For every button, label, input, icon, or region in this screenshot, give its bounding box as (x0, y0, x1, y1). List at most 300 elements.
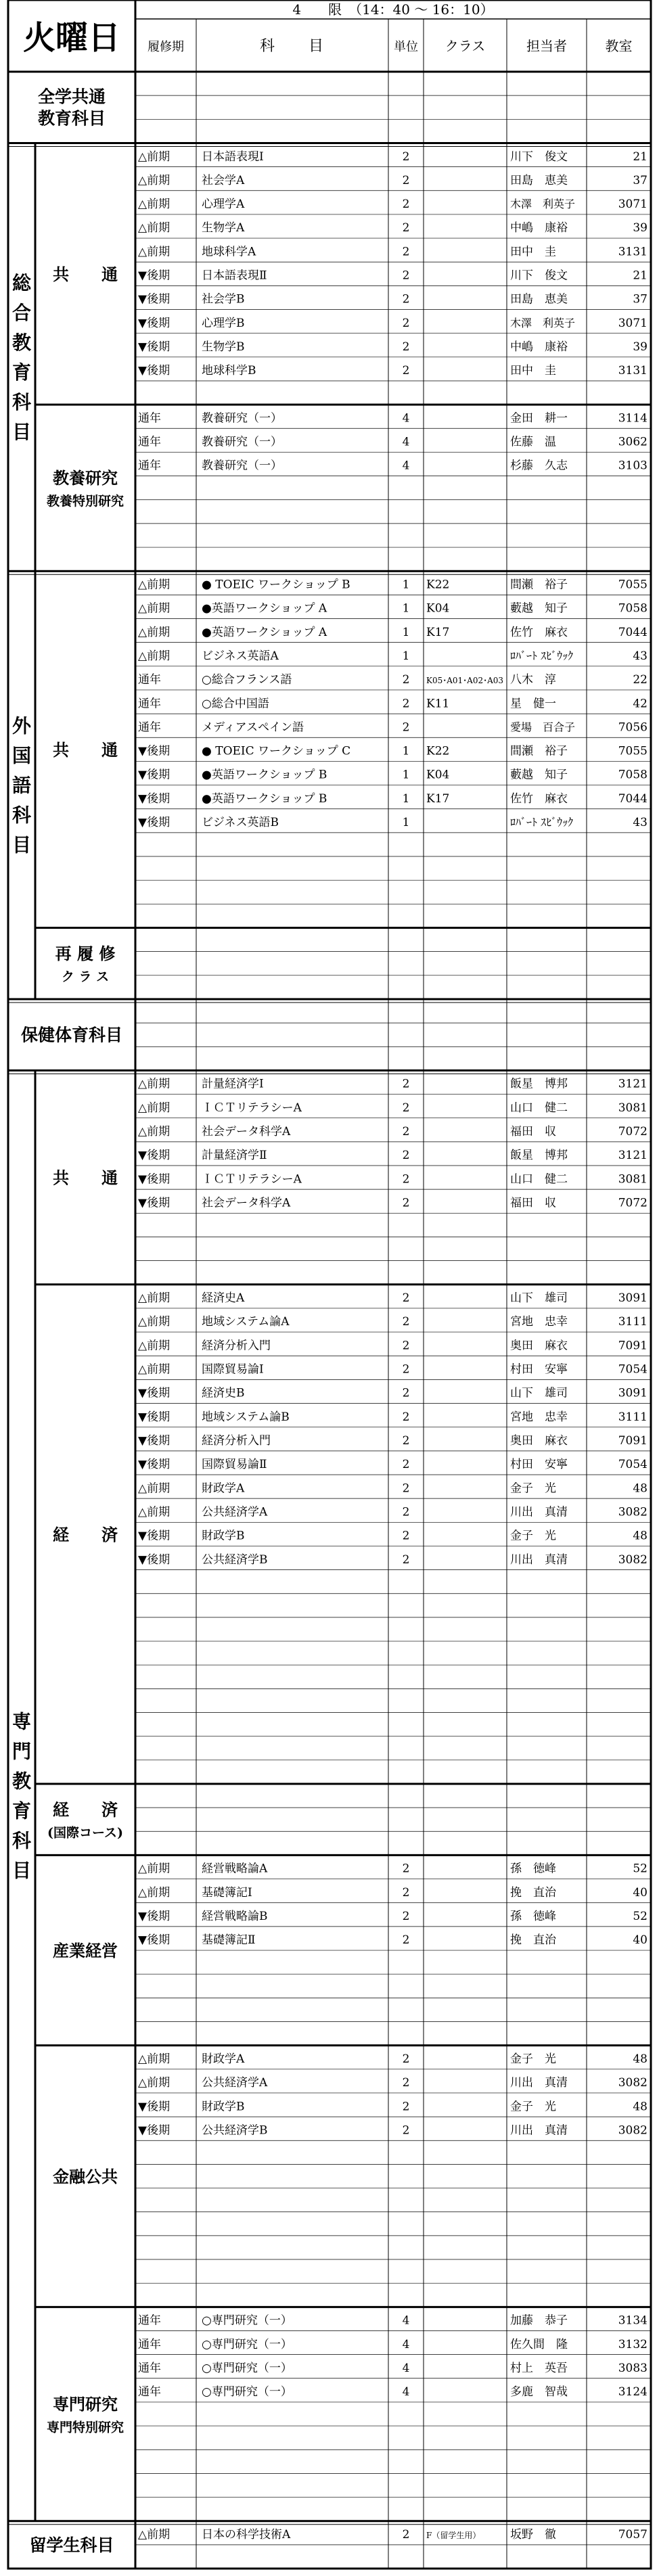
credit-cell: 2 (402, 1458, 410, 1472)
term-cell: ▼後期 (138, 1386, 171, 1400)
room-cell: 7058 (618, 601, 647, 616)
term-cell: △前期 (138, 1505, 171, 1519)
teacher-cell: 木澤 利英子 (510, 316, 576, 329)
section-label: 保健体育科目 (20, 1025, 123, 1045)
group-label: 専門特別研究 (46, 2420, 124, 2435)
column-header: 科 目 (259, 38, 325, 55)
course-name: 経済分析入門 (202, 1433, 271, 1448)
course-name: ●英語ワークショップ B (202, 791, 327, 806)
teacher-cell: 木澤 利英子 (510, 198, 576, 211)
term-cell: ▼後期 (138, 1149, 171, 1163)
term-cell: ▼後期 (138, 340, 171, 354)
section-label: 教 (12, 1770, 32, 1793)
teacher-cell: 金子 光 (510, 1529, 556, 1543)
course-name: 心理学A (202, 198, 245, 212)
teacher-cell: 福田 収 (510, 1196, 556, 1210)
term-cell: △前期 (138, 1125, 171, 1139)
term-cell: △前期 (138, 1291, 171, 1306)
term-cell: △前期 (138, 221, 171, 235)
section-label: 語 (12, 774, 32, 797)
credit-cell: 2 (402, 1125, 410, 1139)
credit-cell: 1 (402, 816, 410, 830)
room-cell: 3062 (618, 435, 647, 449)
class-cell: K11 (426, 697, 450, 711)
course-name: 社会データ科学A (202, 1196, 291, 1210)
credit-cell: 2 (402, 1885, 410, 1900)
teacher-cell: 杉藤 久志 (510, 459, 568, 473)
section-label: 合 (12, 301, 32, 324)
room-cell: 21 (633, 269, 647, 283)
term-cell: ▼後期 (138, 1172, 171, 1187)
teacher-cell: 田島 恵美 (510, 292, 568, 306)
credit-cell: 2 (402, 269, 410, 283)
credit-cell: 2 (402, 697, 410, 711)
term-cell: △前期 (138, 649, 171, 663)
section-label: 国 (12, 744, 32, 767)
term-cell: ▼後期 (138, 1433, 171, 1448)
room-cell: 3081 (618, 1101, 647, 1115)
section-label: 目 (12, 833, 32, 856)
teacher-cell: 孫 徳峰 (510, 1910, 556, 1924)
credit-cell: 1 (402, 744, 410, 758)
credit-cell: 2 (402, 673, 410, 687)
credit-cell: 2 (402, 1433, 410, 1448)
section-label: 留学生科目 (29, 2535, 114, 2555)
term-cell: △前期 (138, 625, 171, 639)
column-header: 履修期 (147, 40, 184, 54)
room-cell: 48 (633, 2100, 647, 2114)
course-name: 地域システム論A (202, 1315, 290, 1329)
room-cell: 7091 (618, 1433, 647, 1448)
group-label: 専門研究 (53, 2394, 118, 2414)
credit-cell: 2 (402, 150, 410, 164)
term-cell: △前期 (138, 150, 171, 164)
term-cell: 通年 (138, 411, 161, 426)
credit-cell: 2 (402, 340, 410, 354)
credit-cell: 2 (402, 292, 410, 306)
room-cell: 7054 (618, 1362, 647, 1377)
course-name: ○総合フランス語 (202, 673, 292, 687)
room-cell: 3121 (618, 1077, 647, 1091)
credit-cell: 2 (402, 2123, 410, 2138)
credit-cell: 2 (402, 1933, 410, 1948)
teacher-cell: 八木 淳 (510, 673, 556, 687)
teacher-cell: 金子 光 (510, 2052, 556, 2066)
credit-cell: 2 (402, 1529, 410, 1543)
term-cell: △前期 (138, 601, 171, 616)
course-name: 財政学A (202, 2052, 245, 2066)
room-cell: 3111 (618, 1315, 647, 1329)
teacher-cell: 挽 直治 (510, 1933, 556, 1948)
term-cell: 通年 (138, 2314, 161, 2328)
term-cell: △前期 (138, 1315, 171, 1329)
teacher-cell: ﾛﾊﾞｰﾄ ｽﾋﾞｳｯｸ (510, 816, 574, 829)
group-label: 共 通 (53, 1168, 118, 1188)
credit-cell: 4 (402, 459, 410, 473)
term-cell: △前期 (138, 1885, 171, 1900)
room-cell: 7091 (618, 1339, 647, 1353)
room-cell: 52 (633, 1910, 647, 1924)
credit-cell: 2 (402, 1172, 410, 1187)
room-cell: 37 (633, 173, 647, 187)
teacher-cell: 川出 真清 (510, 1552, 568, 1567)
teacher-cell: 村田 安寧 (510, 1458, 568, 1472)
credit-cell: 2 (402, 198, 410, 212)
course-name: 地域システム論B (202, 1410, 290, 1424)
course-name: 教養研究（一） (202, 411, 282, 426)
course-name: 公共経済学B (202, 1552, 268, 1567)
credit-cell: 1 (402, 768, 410, 782)
course-name: 日本語表現Ⅱ (202, 269, 267, 283)
teacher-cell: 福田 収 (510, 1125, 556, 1139)
group-label: 再 履 修 (55, 944, 116, 964)
section-label: 全学共通 (37, 87, 106, 107)
teacher-cell: 村上 英吾 (510, 2361, 568, 2375)
course-name: 基礎簿記Ⅰ (202, 1885, 252, 1900)
room-cell: 7058 (618, 768, 647, 782)
course-name: 経済史A (202, 1291, 245, 1306)
room-cell: 39 (633, 221, 647, 235)
term-cell: ▼後期 (138, 269, 171, 283)
teacher-cell: 川出 真清 (510, 1505, 568, 1519)
teacher-cell: 金田 耕一 (510, 411, 568, 426)
teacher-cell: 村田 安寧 (510, 1362, 568, 1377)
room-cell: 7057 (618, 2528, 647, 2542)
term-cell: △前期 (138, 1101, 171, 1115)
group-label: 教養特別研究 (46, 494, 124, 509)
room-cell: 3083 (618, 2361, 647, 2375)
term-cell: △前期 (138, 1339, 171, 1353)
room-cell: 43 (633, 816, 647, 830)
section-label: 育 (12, 1799, 32, 1822)
credit-cell: 4 (402, 2337, 410, 2351)
credit-cell: 2 (402, 1862, 410, 1876)
room-cell: 7044 (618, 791, 647, 806)
room-cell: 3114 (618, 411, 647, 426)
course-name: ● TOEIC ワークショップ C (202, 744, 351, 758)
teacher-cell: 金子 光 (510, 1481, 556, 1496)
term-cell: ▼後期 (138, 791, 171, 806)
term-cell: ▼後期 (138, 768, 171, 782)
class-cell: K04 (426, 768, 450, 782)
section-label: 教育科目 (37, 108, 106, 129)
course-name: 経営戦略論A (202, 1862, 268, 1876)
course-name: 計量経済学Ⅰ (202, 1077, 264, 1091)
class-cell: F（留学生用） (426, 2531, 481, 2541)
credit-cell: 2 (402, 1410, 410, 1424)
teacher-cell: 間瀬 裕子 (510, 744, 568, 758)
section-label: 科 (12, 390, 32, 413)
section-label: 科 (12, 804, 32, 827)
term-cell: △前期 (138, 2528, 171, 2542)
course-name: 日本語表現Ⅰ (202, 150, 264, 164)
section-label: 外 (12, 714, 32, 737)
term-cell: ▼後期 (138, 1458, 171, 1472)
room-cell: 3082 (618, 2123, 647, 2138)
teacher-cell: 山下 雄司 (510, 1291, 568, 1306)
class-cell: K05･A01･A02･A03 (426, 676, 504, 686)
teacher-cell: 加藤 恭子 (510, 2314, 568, 2328)
course-name: 生物学B (202, 340, 245, 354)
course-name: 社会データ科学A (202, 1125, 291, 1139)
course-name: 基礎簿記Ⅱ (202, 1933, 256, 1948)
room-cell: 7044 (618, 625, 647, 639)
section-label: 目 (12, 420, 32, 443)
credit-cell: 2 (402, 1315, 410, 1329)
section-label: 総 (12, 271, 32, 294)
credit-cell: 2 (402, 1149, 410, 1163)
term-cell: 通年 (138, 2385, 161, 2399)
teacher-cell: 宮地 忠幸 (510, 1410, 568, 1424)
room-cell: 7055 (618, 578, 647, 592)
teacher-cell: 佐久間 隆 (510, 2337, 568, 2351)
credit-cell: 2 (402, 173, 410, 187)
term-cell: 通年 (138, 459, 161, 473)
course-name: 公共経済学A (202, 2076, 268, 2090)
teacher-cell: 佐藤 温 (510, 435, 556, 449)
course-name: 教養研究（一） (202, 459, 282, 473)
credit-cell: 2 (402, 245, 410, 259)
teacher-cell: 中嶋 康裕 (510, 340, 568, 354)
group-label: ク ラ ス (61, 969, 110, 985)
teacher-cell: 佐竹 麻衣 (510, 791, 568, 806)
course-name: 教養研究（一） (202, 435, 282, 449)
credit-cell: 2 (402, 1077, 410, 1091)
course-name: 生物学A (202, 221, 245, 235)
term-cell: ▼後期 (138, 744, 171, 758)
group-label: 金融公共 (53, 2166, 118, 2186)
room-cell: 37 (633, 292, 647, 306)
teacher-cell: 川下 俊文 (510, 269, 568, 283)
credit-cell: 2 (402, 1505, 410, 1519)
group-label: 共 通 (53, 739, 118, 760)
course-name: 社会学B (202, 292, 245, 306)
teacher-cell: 奥田 麻衣 (510, 1339, 568, 1353)
teacher-cell: 間瀬 裕子 (510, 578, 568, 592)
room-cell: 40 (633, 1885, 647, 1900)
teacher-cell: 佐竹 麻衣 (510, 625, 568, 639)
room-cell: 3103 (618, 459, 647, 473)
room-cell: 3132 (618, 2337, 647, 2351)
credit-cell: 4 (402, 2385, 410, 2399)
column-header: 担当者 (526, 38, 567, 54)
credit-cell: 2 (402, 1386, 410, 1400)
course-name: 国際貿易論Ⅱ (202, 1458, 267, 1472)
section-label: 科 (12, 1829, 32, 1852)
course-name: 経営戦略論B (202, 1910, 268, 1924)
group-label: 経 済 (53, 1524, 118, 1544)
teacher-cell: 愛場 百合子 (510, 720, 576, 734)
credit-cell: 2 (402, 221, 410, 235)
term-cell: ▼後期 (138, 1196, 171, 1210)
course-name: ○専門研究（一） (202, 2337, 292, 2351)
room-cell: 21 (633, 150, 647, 164)
teacher-cell: 田中 圭 (510, 364, 556, 378)
credit-cell: 2 (402, 1196, 410, 1210)
credit-cell: 2 (402, 364, 410, 378)
room-cell: 7056 (618, 720, 647, 735)
room-cell: 52 (633, 1862, 647, 1876)
course-name: 国際貿易論Ⅰ (202, 1362, 264, 1377)
course-name: 日本の科学技術A (202, 2528, 291, 2542)
teacher-cell: 山口 健二 (510, 1101, 568, 1115)
group-label: 経 済 (53, 1799, 118, 1820)
room-cell: 40 (633, 1933, 647, 1948)
term-cell: ▼後期 (138, 292, 171, 306)
group-label: 共 通 (53, 264, 118, 284)
term-cell: ▼後期 (138, 2123, 171, 2138)
room-cell: 3091 (618, 1291, 647, 1306)
course-name: ○専門研究（一） (202, 2385, 292, 2399)
teacher-cell: 藪越 知子 (510, 768, 568, 782)
term-cell: ▼後期 (138, 1910, 171, 1924)
column-header: クラス (445, 38, 486, 54)
credit-cell: 2 (402, 1291, 410, 1306)
course-name: 社会学A (202, 173, 245, 187)
room-cell: 3121 (618, 1149, 647, 1163)
teacher-cell: 飯星 博邦 (510, 1077, 568, 1091)
course-name: 計量経済学Ⅱ (202, 1149, 267, 1163)
credit-cell: 2 (402, 1552, 410, 1567)
teacher-cell: 金子 光 (510, 2100, 556, 2114)
term-cell: 通年 (138, 2337, 161, 2351)
course-name: 地球科学B (202, 364, 256, 378)
section-label: 専 (12, 1710, 32, 1733)
group-label: (国際コース) (47, 1825, 124, 1841)
room-cell: 48 (633, 1529, 647, 1543)
group-label: 教養研究 (53, 468, 118, 488)
course-name: 地球科学A (202, 245, 256, 259)
teacher-cell: 藪越 知子 (510, 601, 568, 616)
section-label: 門 (12, 1740, 32, 1763)
credit-cell: 2 (402, 1910, 410, 1924)
term-cell: 通年 (138, 435, 161, 449)
room-cell: 3111 (618, 1410, 647, 1424)
credit-cell: 2 (402, 1481, 410, 1496)
credit-cell: 4 (402, 2361, 410, 2375)
room-cell: 3081 (618, 1172, 647, 1187)
teacher-cell: 飯星 博邦 (510, 1149, 568, 1163)
room-cell: 7054 (618, 1458, 647, 1472)
term-cell: 通年 (138, 673, 161, 687)
course-name: 財政学B (202, 1529, 245, 1543)
credit-cell: 2 (402, 2100, 410, 2114)
term-cell: △前期 (138, 198, 171, 212)
room-cell: 3082 (618, 2076, 647, 2090)
course-name: ○専門研究（一） (202, 2314, 292, 2328)
course-name: ●英語ワークショップ A (202, 601, 327, 616)
room-cell: 7072 (618, 1125, 647, 1139)
course-name: ビジネス英語A (202, 649, 279, 663)
term-cell: △前期 (138, 245, 171, 259)
teacher-cell: 川下 俊文 (510, 150, 568, 164)
term-cell: ▼後期 (138, 316, 171, 330)
credit-cell: 1 (402, 649, 410, 663)
course-name: メディアスペイン語 (202, 720, 304, 735)
period-heading: 4 限 （14：40 〜 16：10） (292, 1, 494, 18)
day-title: 火曜日 (22, 19, 121, 57)
credit-cell: 1 (402, 791, 410, 806)
room-cell: 3131 (618, 364, 647, 378)
section-label: 目 (12, 1859, 32, 1882)
credit-cell: 1 (402, 601, 410, 616)
term-cell: △前期 (138, 578, 171, 592)
credit-cell: 2 (402, 2052, 410, 2066)
teacher-cell: 川出 真清 (510, 2076, 568, 2090)
term-cell: ▼後期 (138, 364, 171, 378)
course-name: 経済史B (202, 1386, 245, 1400)
credit-cell: 2 (402, 2076, 410, 2090)
term-cell: 通年 (138, 697, 161, 711)
room-cell: 3071 (618, 198, 647, 212)
column-header: 教室 (605, 38, 633, 54)
course-name: 財政学B (202, 2100, 245, 2114)
term-cell: ▼後期 (138, 1410, 171, 1424)
course-name: ○総合中国語 (202, 697, 269, 711)
room-cell: 42 (633, 697, 647, 711)
room-cell: 3071 (618, 316, 647, 330)
section-label: 教 (12, 331, 32, 354)
course-name: ● TOEIC ワークショップ B (202, 578, 350, 592)
class-cell: K04 (426, 601, 450, 616)
term-cell: 通年 (138, 720, 161, 735)
course-name: 公共経済学B (202, 2123, 268, 2138)
credit-cell: 4 (402, 435, 410, 449)
room-cell: 48 (633, 2052, 647, 2066)
teacher-cell: 山下 雄司 (510, 1386, 568, 1400)
course-name: 財政学A (202, 1481, 245, 1496)
credit-cell: 4 (402, 411, 410, 426)
teacher-cell: 山口 健二 (510, 1172, 568, 1187)
teacher-cell: 田島 恵美 (510, 173, 568, 187)
teacher-cell: 中嶋 康裕 (510, 221, 568, 235)
room-cell: 48 (633, 1481, 647, 1496)
teacher-cell: ﾛﾊﾞｰﾄ ｽﾋﾞｳｯｸ (510, 649, 574, 662)
room-cell: 22 (633, 673, 647, 687)
room-cell: 3134 (618, 2314, 647, 2328)
term-cell: ▼後期 (138, 816, 171, 830)
course-name: ＩＣＴリテラシーA (202, 1101, 302, 1115)
room-cell: 3124 (618, 2385, 647, 2399)
teacher-cell: 田中 圭 (510, 245, 556, 259)
term-cell: △前期 (138, 2052, 171, 2066)
room-cell: 3091 (618, 1386, 647, 1400)
teacher-cell: 宮地 忠幸 (510, 1315, 568, 1329)
term-cell: △前期 (138, 1481, 171, 1496)
credit-cell: 1 (402, 625, 410, 639)
course-name: ○専門研究（一） (202, 2361, 292, 2375)
credit-cell: 2 (402, 2528, 410, 2542)
class-cell: K22 (426, 578, 450, 592)
credit-cell: 2 (402, 1362, 410, 1377)
credit-cell: 2 (402, 720, 410, 735)
teacher-cell: 多鹿 智哉 (510, 2385, 568, 2399)
room-cell: 39 (633, 340, 647, 354)
term-cell: △前期 (138, 1862, 171, 1876)
course-name: 公共経済学A (202, 1505, 268, 1519)
teacher-cell: 星 健一 (510, 697, 556, 711)
teacher-cell: 川出 真清 (510, 2123, 568, 2138)
course-name: ●英語ワークショップ A (202, 625, 327, 639)
group-label: 産業経営 (53, 1941, 118, 1961)
course-name: 経済分析入門 (202, 1339, 271, 1353)
course-name: ビジネス英語B (202, 816, 279, 830)
term-cell: △前期 (138, 173, 171, 187)
credit-cell: 2 (402, 1339, 410, 1353)
teacher-cell: 挽 直治 (510, 1885, 556, 1900)
room-cell: 7072 (618, 1196, 647, 1210)
room-cell: 3131 (618, 245, 647, 259)
